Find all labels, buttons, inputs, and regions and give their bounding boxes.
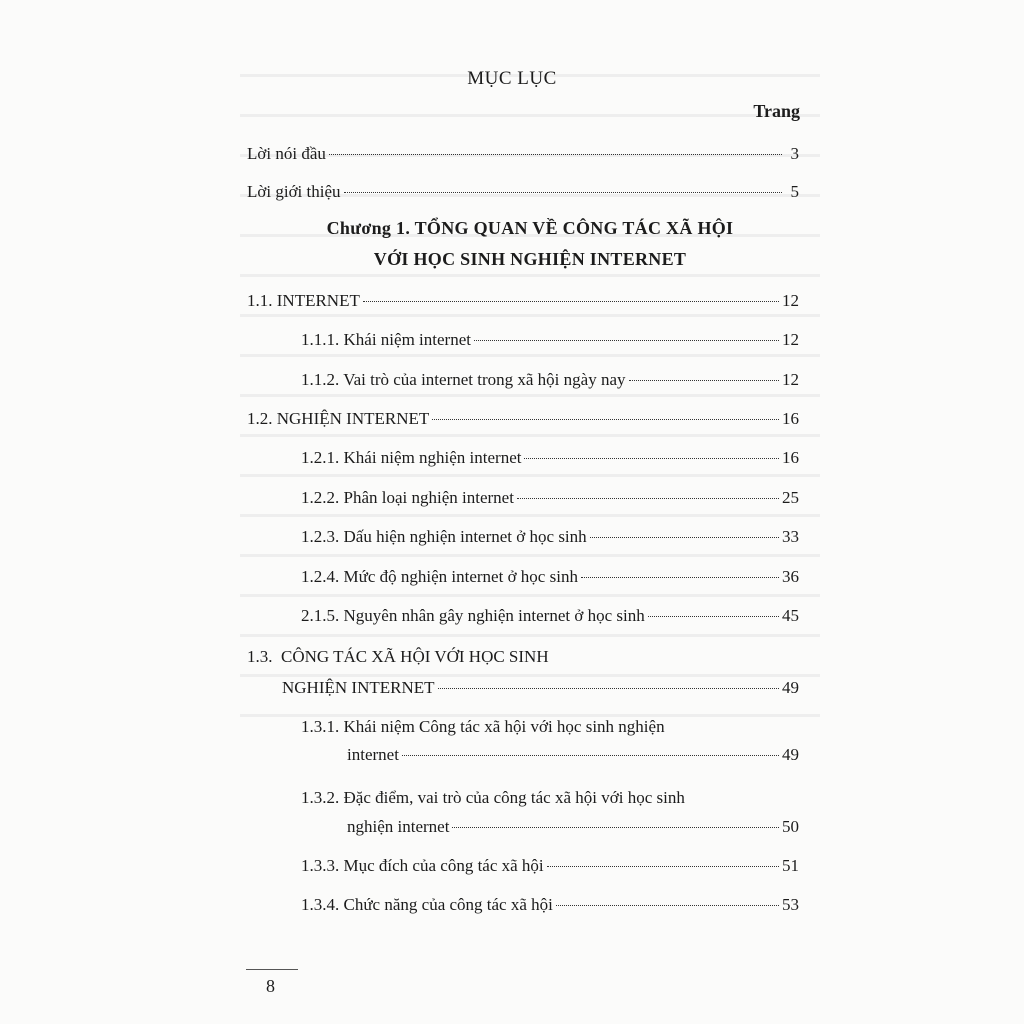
chapter-heading-line1: Chương 1. TỔNG QUAN VỀ CÔNG TÁC XÃ HỘI [326,218,734,238]
toc-entry-1-2-3[interactable]: 1.2.3. Dấu hiện nghiện internet ở học sinh 33 [301,527,799,546]
toc-title: MỤC LỤC [467,68,557,89]
toc-entry-1-3-2-line1[interactable]: 1.3.2. Đặc điểm, vai trò của công tác xã hội với học sinh [301,788,685,807]
toc-entry-1-1[interactable]: 1.1. INTERNET 12 [247,291,799,310]
footer-rule [246,969,298,970]
toc-entry-1-1-2[interactable]: 1.1.2. Vai trò của internet trong xã hội ngày nay 12 [301,370,799,389]
toc-entry-foreword[interactable]: Lời nói đầu 3 [247,144,799,163]
toc-entry-1-3[interactable]: NGHIỆN INTERNET 49 [282,678,799,697]
toc-entry-2-1-5[interactable]: 2.1.5. Nguyên nhân gây nghiện internet ở học sinh 45 [301,606,799,625]
page-number: 8 [266,976,275,996]
toc-entry-1-3-line1[interactable]: 1.3. CÔNG TÁC XÃ HỘI VỚI HỌC SINH [247,647,549,666]
toc-entry-1-3-1-line1[interactable]: 1.3.1. Khái niệm Công tác xã hội với học sinh nghiện [301,717,665,736]
toc-entry-1-2-1[interactable]: 1.2.1. Khái niệm nghiện internet 16 [301,448,799,467]
page-column-label: Trang [753,101,800,121]
toc-entry-1-2-2[interactable]: 1.2.2. Phân loại nghiện internet 25 [301,488,799,507]
toc-entry-1-3-3[interactable]: 1.3.3. Mục đích của công tác xã hội 51 [301,856,799,875]
toc-entry-1-3-1[interactable]: internet 49 [347,745,799,764]
toc-entry-1-1-1[interactable]: 1.1.1. Khái niệm internet 12 [301,330,799,349]
toc-entry-1-3-2[interactable]: nghiện internet 50 [347,817,799,836]
toc-entry-1-2[interactable]: 1.2. NGHIỆN INTERNET 16 [247,409,799,428]
toc-entry-1-2-4[interactable]: 1.2.4. Mức độ nghiện internet ở học sinh 36 [301,567,799,586]
toc-entry-1-3-4[interactable]: 1.3.4. Chức năng của công tác xã hội 53 [301,895,799,914]
toc-entry-introduction[interactable]: Lời giới thiệu 5 [247,182,799,201]
chapter-heading-line2: VỚI HỌC SINH NGHIỆN INTERNET [373,249,687,269]
